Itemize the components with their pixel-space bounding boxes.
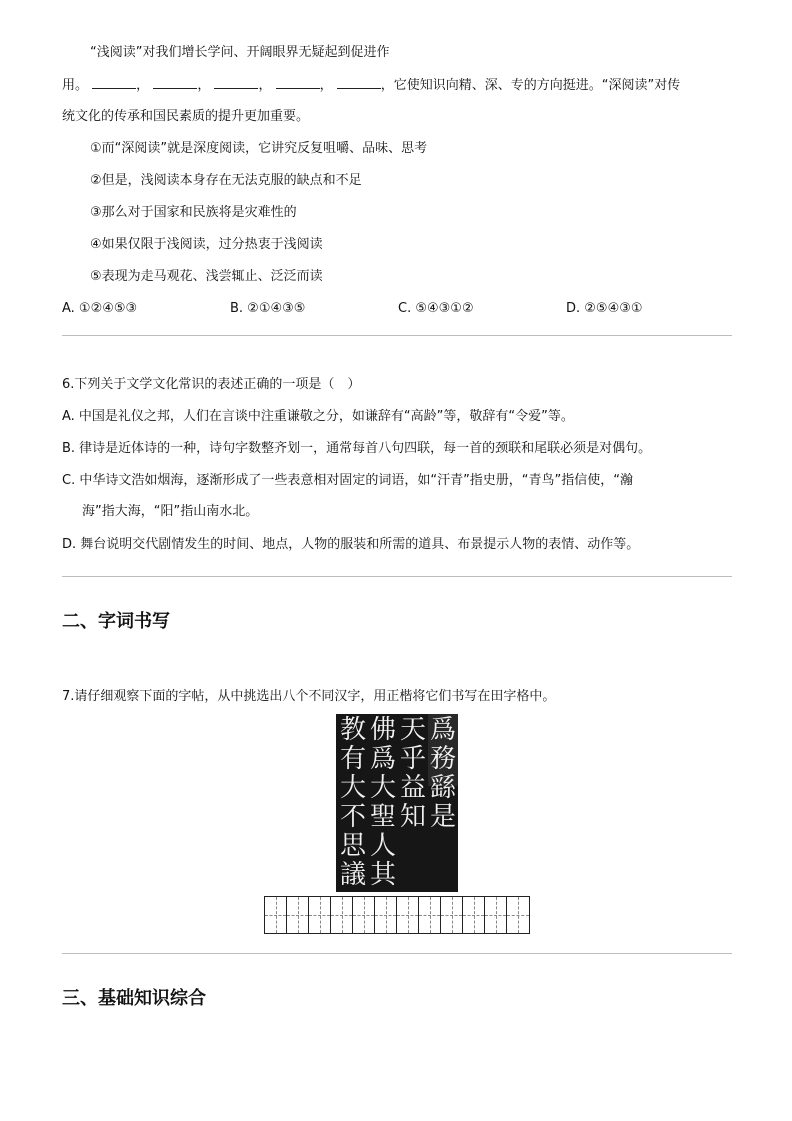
plate-char: 大 [339,773,366,803]
tianzige-grid [264,896,530,934]
tianzige-cell[interactable] [507,897,529,933]
q6-option-c-cont: 海”指大海，“阳”指山南水北。 [82,504,259,519]
tianzige-cell[interactable] [419,897,441,933]
q5-option-b[interactable]: B. ②①④③⑤ [230,301,306,316]
plate-char: 爲 [369,744,396,774]
plate-char: 人 [369,831,396,861]
q5-option-c[interactable]: C. ⑤④③①② [398,301,474,316]
q5-option-d[interactable]: D. ②⑤④③① [566,301,643,316]
sep-1: ， [136,78,150,93]
q5-line2 [62,76,680,95]
plate-char: 爲 [429,715,456,745]
sep-2: ， [197,78,211,93]
q5-item-3: ③那么对于国家和民族将是灾难性的 [90,205,297,220]
tianzige-cell[interactable] [287,897,309,933]
tianzige-cell[interactable] [441,897,463,933]
q5-line3: 统文化的传承和国民素质的提升更加重要。 [62,109,310,124]
plate-char: 聖 [369,802,396,832]
plate-char: 思 [339,831,366,861]
plate-char: 天 [399,715,426,745]
plate-column-4 [428,716,458,832]
plate-char: 是 [429,802,456,832]
sep-4: ， [319,78,333,93]
plate-char: 佛 [369,715,396,745]
blank-4[interactable] [276,76,320,89]
q6-option-d[interactable]: D. 舞台说明交代剧情发生的时间、地点，人物的服装和所需的道具、布景提示人物的表情、动作等。 [62,537,640,552]
plate-column-1 [338,716,368,890]
tianzige-cell[interactable] [463,897,485,933]
blank-2[interactable] [153,76,197,89]
sep-3: ， [258,78,272,93]
plate-column-3 [398,716,428,832]
plate-char: 大 [369,773,396,803]
plate-char: 知 [399,802,426,832]
tianzige-cell[interactable] [265,897,287,933]
plate-char: 不 [339,802,366,832]
plate-char: 務 [429,744,456,774]
section-2-title: 二、字词书写 [62,611,170,632]
tianzige-cell[interactable] [375,897,397,933]
q6-option-c[interactable]: C. 中华诗文浩如烟海，逐渐形成了一些表意相对固定的词语，如“汗青”指史册，“青鸟”指信使，“瀚 [62,473,634,488]
q6-option-b[interactable]: B. 律诗是近体诗的一种，诗句字数整齐划一，通常每首八句四联，每一首的颈联和尾联必须是对偶句。 [62,441,652,456]
q5-item-1: ①而“深阅读”就是深度阅读，它讲究反复咀嚼、品味、思考 [90,141,428,156]
tianzige-cell[interactable] [397,897,419,933]
divider-1 [62,335,732,336]
plate-char: 議 [339,860,366,890]
plate-char: 繇 [429,773,456,803]
q5-line2-start: 用。 [62,78,89,93]
plate-column-2 [368,716,398,890]
tianzige-cell[interactable] [309,897,331,933]
q6-stem: 6.下列关于文学文化常识的表述正确的一项是（ ） [62,377,361,392]
q5-item-2: ②但是，浅阅读本身存在无法克服的缺点和不足 [90,173,362,188]
blank-1[interactable] [92,76,136,89]
tianzige-cell[interactable] [331,897,353,933]
calligraphy-plate [336,714,458,892]
tianzige-cell[interactable] [485,897,507,933]
q5-line1: “浅阅读”对我们增长学问、开阔眼界无疑起到促进作 [90,45,390,60]
q5-item-4: ④如果仅限于浅阅读，过分热衷于浅阅读 [90,237,323,252]
divider-2 [62,576,732,577]
q5-line2-end: ，它使知识向精、深、专的方向挺进。“深阅读”对传 [380,78,681,93]
tianzige-cell[interactable] [353,897,375,933]
plate-char: 其 [369,860,396,890]
plate-char: 乎 [399,744,426,774]
plate-char: 益 [399,773,426,803]
q5-item-5: ⑤表现为走马观花、浅尝辄止、泛泛而读 [90,269,323,284]
q6-option-a[interactable]: A. 中国是礼仪之邦，人们在言谈中注重谦敬之分，如谦辞有“高龄”等，敬辞有“令爱”等。 [62,409,574,424]
q5-option-a[interactable]: A. ①②④⑤③ [62,301,138,316]
divider-3 [62,953,732,954]
blank-3[interactable] [214,76,258,89]
q7-stem: 7.请仔细观察下面的字帖，从中挑选出八个不同汉字，用正楷将它们书写在田字格中。 [62,689,556,704]
plate-char: 有 [339,744,366,774]
blank-5[interactable] [337,76,381,89]
section-3-title: 三、基础知识综合 [62,988,206,1009]
plate-char: 教 [339,715,366,745]
